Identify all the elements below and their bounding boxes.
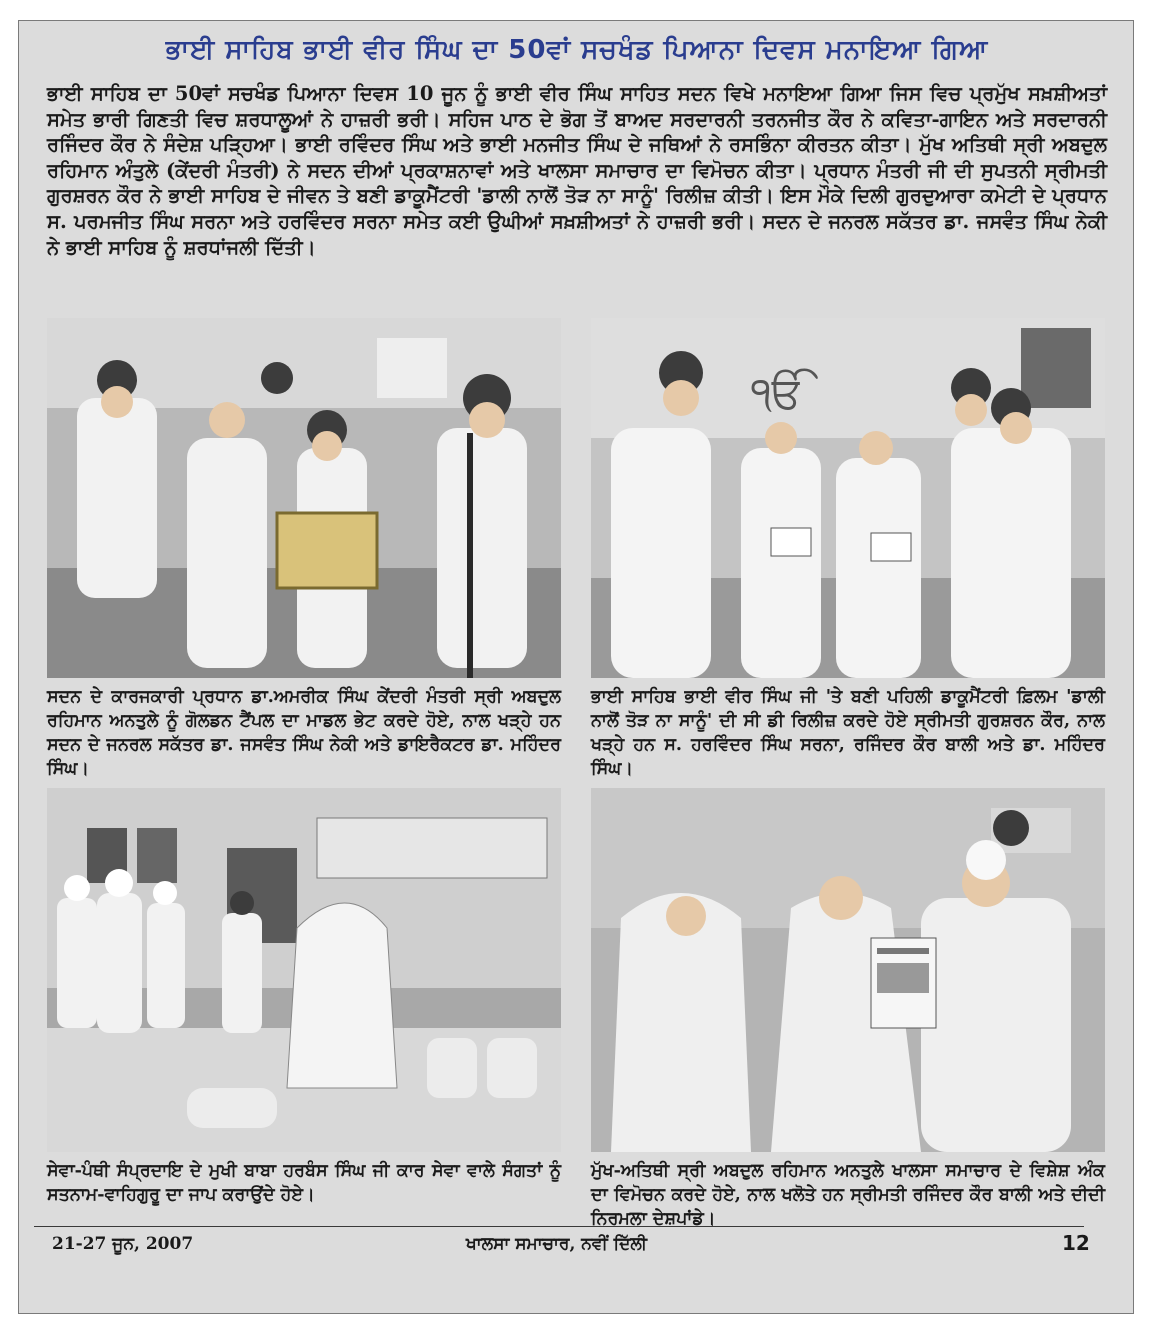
footer-publication: ਖਾਲਸਾ ਸਮਾਚਾਰ, ਨਵੀਂ ਦਿੱਲੀ bbox=[466, 1234, 647, 1254]
caption-photo-documentary-release: ਭਾਈ ਸਾਹਿਬ ਭਾਈ ਵੀਰ ਸਿੰਘ ਜੀ 'ਤੇ ਬਣੀ ਪਹਿਲੀ ਡਾਕੂਮੈਂਟਰੀ ਫ਼ਿਲਮ 'ਡਾਲੀ ਨਾਲੋਂ ਤੋੜ ਨਾ ਸਾਨੂੰ' ਦੀ ਸੀ ਡੀ ਰਿਲੀਜ਼ ਕਰਦੇ ਹੋਏ ਸ੍ਰੀਮਤੀ ਗੁਰਸ਼ਰਨ ਕੌਰ, ਨਾਲ ਖੜ੍ਹੇ ਹਨ ਸ. ਹਰਵਿੰਦਰ ਸਿੰਘ ਸਰਨਾ, ਰਜਿੰਦਰ ਕੌਰ ਬਾਲੀ ਅਤੇ ਡਾ. ਮਹਿੰਦਰ ਸਿੰਘ। bbox=[591, 687, 1105, 779]
ik-onkar-symbol: ੴ bbox=[751, 368, 805, 419]
photo-golden-temple-model bbox=[47, 318, 561, 678]
photo-satnam-jaap-image bbox=[47, 788, 561, 1152]
photo-documentary-release bbox=[591, 318, 1105, 678]
caption-photo-satnam-jaap: ਸੇਵਾ-ਪੰਥੀ ਸੰਪ੍ਰਦਾਇ ਦੇ ਮੁਖੀ ਬਾਬਾ ਹਰਬੰਸ ਸਿੰਘ ਜੀ ਕਾਰ ਸੇਵਾ ਵਾਲੇ ਸੰਗਤਾਂ ਨੂੰ ਸਤਨਾਮ-ਵਾਹਿਗੁਰੂ ਦਾ ਜਾਪ ਕਰਾਉਂਦੇ ਹੋਏ। bbox=[47, 1161, 561, 1205]
lead-paragraph: ਭਾਈ ਸਾਹਿਬ ਦਾ 50ਵਾਂ ਸਚਖੰਡ ਪਿਆਨਾ ਦਿਵਸ 10 ਜੂਨ ਨੂੰ ਭਾਈ ਵੀਰ ਸਿੰਘ ਸਾਹਿਤ ਸਦਨ ਵਿਖੇ ਮਨਾਇਆ ਗਿਆ ਜਿਸ ਵਿਚ ਪ੍ਰਮੁੱਖ ਸਖ਼ਸ਼ੀਅਤਾਂ ਸਮੇਤ ਭਾਰੀ ਗਿਣਤੀ ਵਿਚ ਸ਼ਰਧਾਲੂਆਂ ਨੇ ਹਾਜ਼ਰੀ ਭਰੀ। ਸਹਿਜ ਪਾਠ ਦੇ ਭੋਗ ਤੋਂ ਬਾਅਦ ਸਰਦਾਰਨੀ ਤਰਨਜੀਤ ਕੌਰ ਨੇ ਕਵਿਤਾ-ਗਾਇਨ ਅਤੇ ਸਰਦਾਰਨੀ ਰਜਿੰਦਰ ਕੌਰ ਨੇ ਸੰਦੇਸ਼ ਪੜ੍ਹਿਆ। ਭਾਈ ਰਵਿੰਦਰ ਸਿੰਘ ਅਤੇ ਭਾਈ ਮਨਜੀਤ ਸਿੰਘ ਦੇ ਜਥਿਆਂ ਨੇ ਰਸਭਿੰਨਾ ਕੀਰਤਨ ਕੀਤਾ। ਮੁੱਖ ਅਤਿਥੀ ਸ੍ਰੀ ਅਬਦੁਲ ਰਹਿਮਾਨ ਅੰਤੁਲੇ (ਕੇਂਦਰੀ ਮੰਤਰੀ) ਨੇ ਸਦਨ ਦੀਆਂ ਪ੍ਰਕਾਸ਼ਨਾਵਾਂ ਅਤੇ ਖਾਲਸਾ ਸਮਾਚਾਰ ਦਾ ਵਿਮੋਚਨ ਕੀਤਾ। ਪ੍ਰਧਾਨ ਮੰਤਰੀ ਜੀ ਦੀ ਸੁਪਤਨੀ ਸ੍ਰੀਮਤੀ ਗੁਰਸ਼ਰਨ ਕੌਰ ਨੇ ਭਾਈ ਸਾਹਿਬ ਦੇ ਜੀਵਨ ਤੇ ਬਣੀ ਡਾਕੂਮੈਂਟਰੀ 'ਡਾਲੀ ਨਾਲੋਂ ਤੋੜ ਨਾ ਸਾਨੂੰ' ਰਿਲੀਜ਼ ਕੀਤੀ। ਇਸ ਮੌਕੇ ਦਿਲੀ ਗੁਰਦੁਆਰਾ ਕਮੇਟੀ ਦੇ ਪ੍ਰਧਾਨ ਸ. ਪਰਮਜੀਤ ਸਿੰਘ ਸਰਨਾ ਅਤੇ ਹਰਵਿੰਦਰ ਸਰਨਾ ਸਮੇਤ ਕਈ ਉਘੀਆਂ ਸਖ਼ਸ਼ੀਅਤਾਂ ਨੇ ਹਾਜ਼ਰੀ ਭਰੀ। ਸਦਨ ਦੇ ਜਨਰਲ ਸਕੱਤਰ ਡਾ. ਜਸਵੰਤ ਸਿੰਘ ਨੇਕੀ ਨੇ ਭਾਈ ਸਾਹਿਬ ਨੂੰ ਸ਼ਰਧਾਂਜਲੀ ਦਿੱਤੀ। bbox=[47, 82, 1107, 259]
page-panel bbox=[18, 20, 1134, 1314]
caption-photo-special-issue-release: ਮੁੱਖ-ਅਤਿਥੀ ਸ੍ਰੀ ਅਬਦੁਲ ਰਹਿਮਾਨ ਅਨਤੁਲੇ ਖਾਲਸਾ ਸਮਾਚਾਰ ਦੇ ਵਿਸ਼ੇਸ਼ ਅੰਕ ਦਾ ਵਿਮੋਚਨ ਕਰਦੇ ਹੋਏ, ਨਾਲ ਖਲੋਤੇ ਹਨ ਸ੍ਰੀਮਤੀ ਰਜਿੰਦਰ ਕੌਰ ਬਾਲੀ ਅਤੇ ਦੀਦੀ ਨਿਰਮਲਾ ਦੇਸ਼ਪਾਂਡੇ। bbox=[591, 1161, 1105, 1229]
footer-divider bbox=[34, 1226, 1084, 1227]
caption-photo-golden-temple-model: ਸਦਨ ਦੇ ਕਾਰਜਕਾਰੀ ਪ੍ਰਧਾਨ ਡਾ.ਅਮਰੀਕ ਸਿੰਘ ਕੇਂਦਰੀ ਮੰਤਰੀ ਸ੍ਰੀ ਅਬਦੁਲ ਰਹਿਮਾਨ ਅਨਤੁਲੇ ਨੂੰ ਗੋਲਡਨ ਟੈਂਪਲ ਦਾ ਮਾਡਲ ਭੇਟ ਕਰਦੇ ਹੋਏ, ਨਾਲ ਖੜ੍ਹੇ ਹਨ ਸਦਨ ਦੇ ਜਨਰਲ ਸਕੱਤਰ ਡਾ. ਜਸਵੰਤ ਸਿੰਘ ਨੇਕੀ ਅਤੇ ਡਾਇਰੈਕਟਰ ਡਾ. ਮਹਿੰਦਰ ਸਿੰਘ। bbox=[47, 687, 561, 779]
photo-special-issue-release-image bbox=[591, 788, 1105, 1152]
photo-documentary-release-image bbox=[591, 318, 1105, 678]
photo-golden-temple-model-image bbox=[47, 318, 561, 678]
headline: ਭਾਈ ਸਾਹਿਬ ਭਾਈ ਵੀਰ ਸਿੰਘ ਦਾ 50ਵਾਂ ਸਚਖੰਡ ਪਿਆਨਾ ਦਿਵਸ ਮਨਾਇਆ ਗਿਆ bbox=[165, 35, 989, 65]
page-number: 12 bbox=[1062, 1231, 1090, 1255]
footer-date: 21-27 ਜੂਨ, 2007 bbox=[52, 1234, 194, 1254]
photo-satnam-jaap bbox=[47, 788, 561, 1152]
photo-special-issue-release bbox=[591, 788, 1105, 1152]
